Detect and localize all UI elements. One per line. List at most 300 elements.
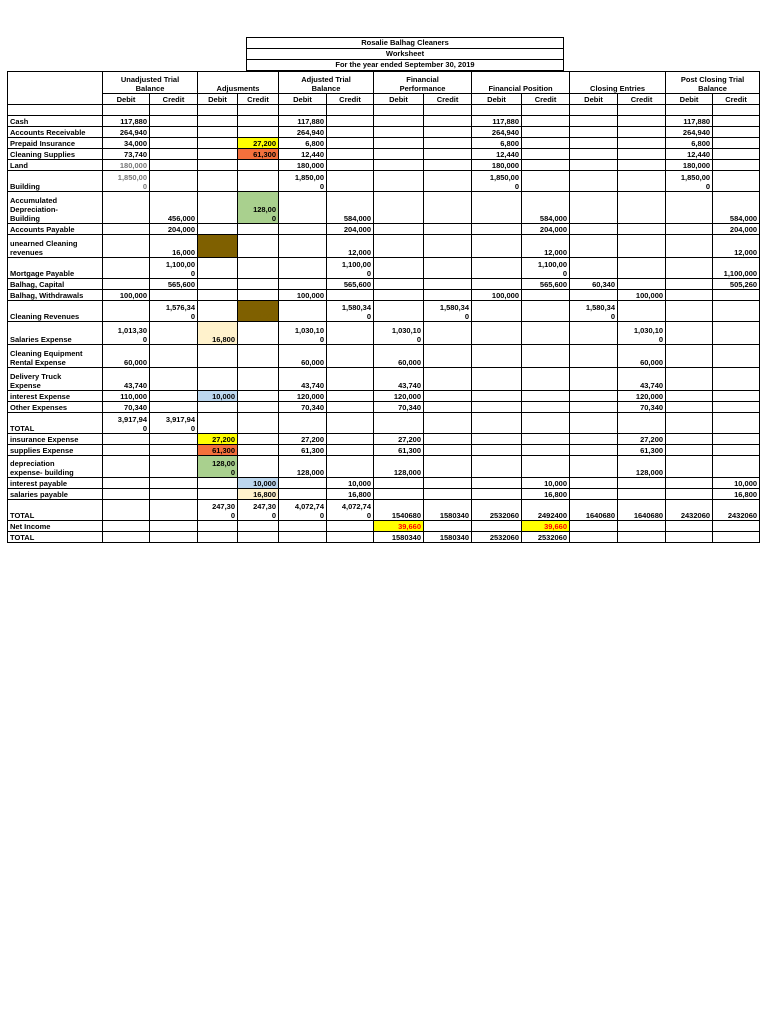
amount-cell: 1,030,10 0 bbox=[279, 322, 327, 345]
group-title-line1: Post Closing Trial bbox=[680, 75, 745, 84]
amount-cell: 247,30 0 bbox=[198, 500, 238, 521]
group-title-line2: Balance bbox=[135, 84, 165, 93]
amount-cell bbox=[198, 489, 238, 500]
account-label: salaries payable bbox=[8, 489, 103, 500]
amount-cell bbox=[327, 532, 374, 543]
amount-cell bbox=[472, 521, 522, 532]
amount-cell bbox=[150, 138, 198, 149]
amount-cell bbox=[279, 224, 327, 235]
amount-cell: 180,000 bbox=[666, 160, 713, 171]
amount-cell bbox=[374, 290, 424, 301]
amount-cell bbox=[713, 434, 760, 445]
amount-cell: 565,600 bbox=[327, 279, 374, 290]
amount-cell bbox=[238, 345, 279, 368]
amount-cell bbox=[618, 192, 666, 224]
table-row bbox=[8, 532, 760, 543]
amount-cell: 1,100,00 0 bbox=[522, 258, 570, 279]
amount-cell bbox=[150, 345, 198, 368]
amount-cell: 3,917,94 0 bbox=[103, 413, 150, 434]
group-title-line2: Balance bbox=[311, 84, 341, 93]
column-group-header bbox=[472, 72, 570, 94]
amount-cell: 16,000 bbox=[150, 235, 198, 258]
amount-cell bbox=[522, 368, 570, 391]
amount-cell bbox=[198, 290, 238, 301]
amount-cell: 100,000 bbox=[103, 290, 150, 301]
amount-cell: 120,000 bbox=[279, 391, 327, 402]
amount-cell bbox=[327, 402, 374, 413]
amount-cell: 1640680 bbox=[618, 500, 666, 521]
amount-cell: 61,300 bbox=[618, 445, 666, 456]
amount-cell bbox=[279, 235, 327, 258]
amount-cell bbox=[570, 434, 618, 445]
amount-cell bbox=[279, 301, 327, 322]
amount-cell bbox=[279, 478, 327, 489]
amount-cell: 70,340 bbox=[374, 402, 424, 413]
amount-cell bbox=[374, 160, 424, 171]
amount-cell bbox=[522, 160, 570, 171]
amount-cell bbox=[713, 160, 760, 171]
debit-credit-header: Debit bbox=[570, 94, 618, 105]
amount-cell bbox=[238, 402, 279, 413]
account-label: unearned Cleaning revenues bbox=[8, 235, 103, 258]
amount-cell bbox=[618, 301, 666, 322]
group-title-line1: Adjusted Trial bbox=[301, 75, 351, 84]
column-group-header bbox=[103, 72, 198, 94]
amount-cell: 34,000 bbox=[103, 138, 150, 149]
table-row bbox=[8, 445, 760, 456]
account-label: TOTAL bbox=[8, 413, 103, 434]
amount-cell bbox=[618, 116, 666, 127]
amount-cell bbox=[198, 192, 238, 224]
amount-cell bbox=[570, 127, 618, 138]
amount-cell bbox=[713, 149, 760, 160]
amount-cell: 16,800 bbox=[238, 489, 279, 500]
amount-cell bbox=[238, 521, 279, 532]
amount-cell bbox=[150, 116, 198, 127]
amount-cell bbox=[103, 521, 150, 532]
amount-cell: 10,000 bbox=[522, 478, 570, 489]
account-label: interest payable bbox=[8, 478, 103, 489]
amount-cell bbox=[570, 445, 618, 456]
amount-cell bbox=[103, 532, 150, 543]
amount-cell bbox=[198, 301, 238, 322]
debit-credit-header: Credit bbox=[424, 94, 472, 105]
amount-cell bbox=[522, 116, 570, 127]
account-label: Delivery Truck Expense bbox=[8, 368, 103, 391]
amount-cell bbox=[666, 345, 713, 368]
amount-cell: 264,940 bbox=[472, 127, 522, 138]
amount-cell bbox=[198, 368, 238, 391]
amount-cell bbox=[713, 445, 760, 456]
amount-cell bbox=[713, 322, 760, 345]
amount-cell: 10,000 bbox=[198, 391, 238, 402]
amount-cell bbox=[666, 478, 713, 489]
amount-cell bbox=[103, 279, 150, 290]
blank-cell bbox=[327, 105, 374, 116]
amount-cell bbox=[327, 413, 374, 434]
amount-cell bbox=[570, 149, 618, 160]
amount-cell bbox=[472, 391, 522, 402]
amount-cell bbox=[472, 478, 522, 489]
blank-cell bbox=[424, 105, 472, 116]
amount-cell bbox=[150, 489, 198, 500]
amount-cell: 43,740 bbox=[374, 368, 424, 391]
group-title-line2: Closing Entries bbox=[590, 84, 646, 93]
amount-cell bbox=[472, 368, 522, 391]
amount-cell bbox=[238, 290, 279, 301]
amount-cell: 16,800 bbox=[713, 489, 760, 500]
amount-cell bbox=[238, 322, 279, 345]
amount-cell: 60,000 bbox=[618, 345, 666, 368]
amount-cell: 60,000 bbox=[279, 345, 327, 368]
blank-cell bbox=[103, 105, 150, 116]
account-label: Cleaning Revenues bbox=[8, 301, 103, 322]
amount-cell bbox=[472, 258, 522, 279]
amount-cell bbox=[150, 434, 198, 445]
column-group-header bbox=[374, 72, 472, 94]
amount-cell bbox=[666, 456, 713, 478]
amount-cell: 43,740 bbox=[279, 368, 327, 391]
amount-cell: 264,940 bbox=[279, 127, 327, 138]
account-label: Accumulated Depreciation- Building bbox=[8, 192, 103, 224]
amount-cell bbox=[570, 224, 618, 235]
amount-cell bbox=[150, 500, 198, 521]
amount-cell bbox=[570, 160, 618, 171]
amount-cell bbox=[618, 521, 666, 532]
amount-cell bbox=[198, 258, 238, 279]
amount-cell: 128,00 0 bbox=[238, 192, 279, 224]
amount-cell bbox=[103, 235, 150, 258]
table-row bbox=[8, 290, 760, 301]
amount-cell: 1,580,34 0 bbox=[424, 301, 472, 322]
amount-cell: 180,000 bbox=[279, 160, 327, 171]
amount-cell bbox=[238, 160, 279, 171]
account-label: Land bbox=[8, 160, 103, 171]
amount-cell: 120,000 bbox=[618, 391, 666, 402]
amount-cell: 70,340 bbox=[103, 402, 150, 413]
debit-credit-header: Credit bbox=[150, 94, 198, 105]
amount-cell bbox=[150, 290, 198, 301]
amount-cell bbox=[424, 160, 472, 171]
amount-cell: 39,660 bbox=[374, 521, 424, 532]
amount-cell bbox=[374, 301, 424, 322]
amount-cell bbox=[279, 532, 327, 543]
amount-cell bbox=[570, 402, 618, 413]
account-label: Balhag, Capital bbox=[8, 279, 103, 290]
amount-cell bbox=[279, 258, 327, 279]
amount-cell bbox=[238, 258, 279, 279]
table-row bbox=[8, 149, 760, 160]
amount-cell bbox=[618, 279, 666, 290]
worksheet-title-box bbox=[246, 37, 564, 71]
amount-cell bbox=[570, 290, 618, 301]
amount-cell bbox=[570, 171, 618, 192]
amount-cell bbox=[472, 301, 522, 322]
amount-cell: 6,800 bbox=[666, 138, 713, 149]
amount-cell bbox=[472, 413, 522, 434]
amount-cell bbox=[570, 413, 618, 434]
amount-cell bbox=[570, 345, 618, 368]
amount-cell bbox=[238, 368, 279, 391]
amount-cell bbox=[374, 149, 424, 160]
amount-cell bbox=[198, 413, 238, 434]
table-row bbox=[8, 521, 760, 532]
amount-cell bbox=[279, 489, 327, 500]
debit-credit-header: Debit bbox=[103, 94, 150, 105]
amount-cell bbox=[522, 171, 570, 192]
amount-cell bbox=[424, 478, 472, 489]
column-group-header bbox=[198, 72, 279, 94]
amount-cell bbox=[570, 138, 618, 149]
amount-cell bbox=[150, 445, 198, 456]
amount-cell: 2532060 bbox=[472, 500, 522, 521]
amount-cell: 70,340 bbox=[618, 402, 666, 413]
amount-cell: 565,600 bbox=[150, 279, 198, 290]
amount-cell bbox=[150, 149, 198, 160]
amount-cell bbox=[522, 149, 570, 160]
amount-cell: 43,740 bbox=[103, 368, 150, 391]
amount-cell: 264,940 bbox=[103, 127, 150, 138]
amount-cell bbox=[424, 290, 472, 301]
table-row bbox=[8, 368, 760, 391]
amount-cell: 584,000 bbox=[522, 192, 570, 224]
amount-cell bbox=[327, 160, 374, 171]
amount-cell: 1,850,00 0 bbox=[103, 171, 150, 192]
amount-cell: 6,800 bbox=[279, 138, 327, 149]
blank-cell bbox=[666, 105, 713, 116]
amount-cell bbox=[472, 235, 522, 258]
amount-cell bbox=[522, 290, 570, 301]
amount-cell bbox=[198, 138, 238, 149]
debit-credit-header: Credit bbox=[327, 94, 374, 105]
account-label: Cash bbox=[8, 116, 103, 127]
amount-cell bbox=[713, 116, 760, 127]
amount-cell bbox=[522, 445, 570, 456]
amount-cell bbox=[522, 138, 570, 149]
amount-cell: 1,030,10 0 bbox=[618, 322, 666, 345]
amount-cell bbox=[424, 489, 472, 500]
amount-cell bbox=[103, 489, 150, 500]
amount-cell bbox=[424, 171, 472, 192]
amount-cell bbox=[198, 171, 238, 192]
amount-cell: 10,000 bbox=[327, 478, 374, 489]
amount-cell: 4,072,74 0 bbox=[279, 500, 327, 521]
amount-cell bbox=[374, 279, 424, 290]
amount-cell bbox=[198, 127, 238, 138]
amount-cell: 247,30 0 bbox=[238, 500, 279, 521]
amount-cell bbox=[327, 521, 374, 532]
amount-cell bbox=[570, 532, 618, 543]
amount-cell: 100,000 bbox=[279, 290, 327, 301]
amount-cell bbox=[472, 192, 522, 224]
amount-cell bbox=[424, 345, 472, 368]
company-name: Rosalie Balhag Cleaners bbox=[247, 38, 564, 49]
amount-cell bbox=[327, 368, 374, 391]
amount-cell bbox=[618, 235, 666, 258]
amount-cell: 16,800 bbox=[198, 322, 238, 345]
amount-cell: 73,740 bbox=[103, 149, 150, 160]
amount-cell bbox=[472, 489, 522, 500]
amount-cell bbox=[327, 116, 374, 127]
debit-credit-header: Credit bbox=[522, 94, 570, 105]
amount-cell: 180,000 bbox=[103, 160, 150, 171]
amount-cell: 1580340 bbox=[424, 500, 472, 521]
account-label: TOTAL bbox=[8, 532, 103, 543]
amount-cell bbox=[150, 127, 198, 138]
blank-cell bbox=[150, 105, 198, 116]
amount-cell bbox=[198, 532, 238, 543]
amount-cell bbox=[424, 279, 472, 290]
account-label: Prepaid Insurance bbox=[8, 138, 103, 149]
amount-cell bbox=[424, 402, 472, 413]
amount-cell bbox=[238, 116, 279, 127]
amount-cell bbox=[150, 521, 198, 532]
amount-cell bbox=[150, 171, 198, 192]
amount-cell bbox=[713, 368, 760, 391]
amount-cell bbox=[327, 445, 374, 456]
amount-cell: 39,660 bbox=[522, 521, 570, 532]
amount-cell: 2432060 bbox=[713, 500, 760, 521]
amount-cell bbox=[618, 149, 666, 160]
blank-cell bbox=[713, 105, 760, 116]
group-title-line2: Adjusments bbox=[216, 84, 260, 93]
amount-cell: 204,000 bbox=[150, 224, 198, 235]
amount-cell bbox=[327, 322, 374, 345]
amount-cell bbox=[150, 456, 198, 478]
amount-cell bbox=[666, 413, 713, 434]
amount-cell bbox=[618, 160, 666, 171]
amount-cell bbox=[618, 532, 666, 543]
account-label: insurance Expense bbox=[8, 434, 103, 445]
amount-cell: 117,880 bbox=[666, 116, 713, 127]
amount-cell bbox=[198, 160, 238, 171]
amount-cell: 12,440 bbox=[472, 149, 522, 160]
amount-cell: 12,000 bbox=[713, 235, 760, 258]
amount-cell bbox=[666, 322, 713, 345]
amount-cell bbox=[424, 445, 472, 456]
amount-cell: 61,300 bbox=[374, 445, 424, 456]
amount-cell: 61,300 bbox=[198, 445, 238, 456]
table-row bbox=[8, 279, 760, 290]
amount-cell bbox=[238, 235, 279, 258]
amount-cell bbox=[424, 322, 472, 345]
group-title-line2: Balance bbox=[698, 84, 727, 93]
amount-cell: 128,00 0 bbox=[198, 456, 238, 478]
amount-cell bbox=[570, 258, 618, 279]
debit-credit-header: Credit bbox=[713, 94, 760, 105]
amount-cell: 1,030,10 0 bbox=[374, 322, 424, 345]
amount-cell: 43,740 bbox=[618, 368, 666, 391]
amount-cell bbox=[618, 171, 666, 192]
worksheet-table bbox=[7, 71, 760, 543]
amount-cell bbox=[424, 116, 472, 127]
amount-cell bbox=[522, 301, 570, 322]
amount-cell bbox=[472, 456, 522, 478]
amount-cell bbox=[570, 456, 618, 478]
blank-cell bbox=[8, 105, 103, 116]
amount-cell bbox=[327, 345, 374, 368]
account-label: interest Expense bbox=[8, 391, 103, 402]
debit-credit-header: Credit bbox=[238, 94, 279, 105]
account-label: Cleaning Supplies bbox=[8, 149, 103, 160]
amount-cell bbox=[618, 489, 666, 500]
amount-cell: 100,000 bbox=[618, 290, 666, 301]
account-label: Balhag, Withdrawals bbox=[8, 290, 103, 301]
amount-cell bbox=[666, 258, 713, 279]
amount-cell: 27,200 bbox=[279, 434, 327, 445]
account-label: Accounts Receivable bbox=[8, 127, 103, 138]
header-corner-cell bbox=[8, 72, 103, 105]
amount-cell: 61,300 bbox=[279, 445, 327, 456]
amount-cell bbox=[424, 413, 472, 434]
amount-cell: 180,000 bbox=[472, 160, 522, 171]
amount-cell: 204,000 bbox=[713, 224, 760, 235]
amount-cell bbox=[424, 127, 472, 138]
amount-cell: 10,000 bbox=[238, 478, 279, 489]
amount-cell bbox=[522, 391, 570, 402]
amount-cell bbox=[424, 391, 472, 402]
column-group-header bbox=[279, 72, 374, 94]
column-group-header bbox=[570, 72, 666, 94]
table-row bbox=[8, 171, 760, 192]
amount-cell bbox=[713, 290, 760, 301]
amount-cell bbox=[374, 192, 424, 224]
amount-cell bbox=[150, 368, 198, 391]
table-row bbox=[8, 138, 760, 149]
amount-cell bbox=[618, 478, 666, 489]
amount-cell bbox=[103, 500, 150, 521]
amount-cell bbox=[570, 521, 618, 532]
amount-cell bbox=[618, 127, 666, 138]
amount-cell: 110,000 bbox=[103, 391, 150, 402]
amount-cell bbox=[570, 478, 618, 489]
amount-cell bbox=[522, 402, 570, 413]
debit-credit-header: Debit bbox=[374, 94, 424, 105]
group-title-line1: Unadjusted Trial bbox=[120, 75, 180, 84]
amount-cell bbox=[150, 160, 198, 171]
amount-cell: 70,340 bbox=[279, 402, 327, 413]
amount-cell bbox=[618, 138, 666, 149]
amount-cell bbox=[238, 434, 279, 445]
table-row bbox=[8, 301, 760, 322]
amount-cell bbox=[522, 413, 570, 434]
amount-cell: 12,440 bbox=[666, 149, 713, 160]
amount-cell: 16,800 bbox=[522, 489, 570, 500]
amount-cell bbox=[103, 258, 150, 279]
amount-cell bbox=[103, 478, 150, 489]
amount-cell bbox=[103, 192, 150, 224]
amount-cell bbox=[570, 116, 618, 127]
amount-cell bbox=[198, 478, 238, 489]
table-row bbox=[8, 391, 760, 402]
amount-cell bbox=[238, 127, 279, 138]
amount-cell bbox=[150, 478, 198, 489]
amount-cell bbox=[570, 368, 618, 391]
amount-cell bbox=[374, 235, 424, 258]
amount-cell bbox=[570, 192, 618, 224]
amount-cell bbox=[666, 445, 713, 456]
table-row bbox=[8, 478, 760, 489]
amount-cell bbox=[374, 478, 424, 489]
amount-cell bbox=[238, 391, 279, 402]
table-row bbox=[8, 160, 760, 171]
amount-cell bbox=[522, 127, 570, 138]
blank-cell bbox=[374, 105, 424, 116]
table-row bbox=[8, 402, 760, 413]
amount-cell: 3,917,94 0 bbox=[150, 413, 198, 434]
amount-cell bbox=[472, 402, 522, 413]
amount-cell bbox=[150, 391, 198, 402]
